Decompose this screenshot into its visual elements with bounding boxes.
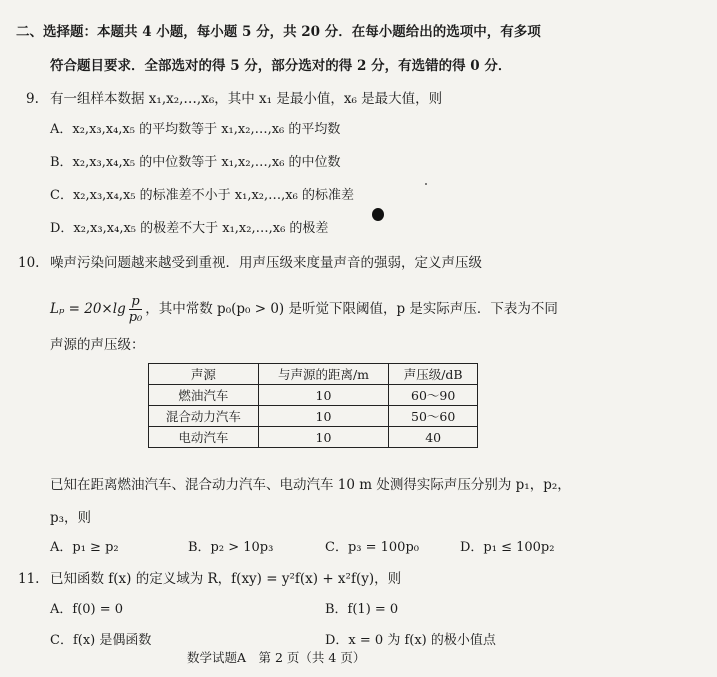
q11-option-c: C．f(x) 是偶函数: [50, 633, 152, 648]
table-cell: 10: [258, 385, 389, 406]
q11-option-d: D．x = 0 为 f(x) 的极小值点: [325, 633, 496, 648]
section-heading-line2: 符合题目要求．全部选对的得 5 分，部分选对的得 2 分，有选错的得 0 分．: [50, 58, 512, 74]
sound-level-table: [148, 363, 478, 448]
q10-formula-fraction: [129, 294, 143, 325]
table-cell: 40: [389, 427, 478, 448]
q10-number: 10.: [18, 255, 40, 271]
q10-stem-line5: p₃，则: [50, 510, 92, 526]
q11-number: 11.: [18, 571, 40, 587]
q10-option-d: D．p₁ ≤ 100p₂: [460, 540, 555, 555]
section-heading-line1: 二、选择题：本题共 4 小题，每小题 5 分，共 20 分．在每小题给出的选项中，有多项: [16, 24, 541, 40]
table-cell: 10: [258, 427, 389, 448]
table-header-source: 声源: [149, 364, 259, 385]
table-cell: 50～60: [389, 406, 478, 427]
q9-option-a: A．x₂,x₃,x₄,x₅ 的平均数等于 x₁,x₂,…,x₆ 的平均数: [50, 122, 341, 137]
table-header-row: [149, 364, 478, 385]
q10-option-b: B．p₂ > 10p₃: [188, 540, 274, 555]
q9-number: 9.: [26, 91, 39, 107]
q10-stem-line3: 声源的声压级：: [50, 337, 145, 353]
q9-stem: 有一组样本数据 x₁,x₂,…,x₆，其中 x₁ 是最小值，x₆ 是最大值，则: [50, 91, 443, 107]
table-row: [149, 427, 478, 448]
q10-formula-numerator: p: [129, 294, 143, 310]
table-header-distance: 与声源的距离/m: [258, 364, 389, 385]
page-footer: 数学试题A 第 2 页（共 4 页）: [187, 650, 366, 665]
ink-speck: [425, 183, 427, 185]
q11-stem: 已知函数 f(x) 的定义域为 R，f(xy) = y²f(x) + x²f(y)，则: [50, 571, 402, 587]
q10-formula-denominator: p₀: [128, 310, 143, 325]
q10-option-a: A．p₁ ≥ p₂: [50, 540, 119, 555]
q10-formula-lhs: Lₚ = 20×lg: [50, 301, 126, 317]
q9-option-b: B．x₂,x₃,x₄,x₅ 的中位数等于 x₁,x₂,…,x₆ 的中位数: [50, 155, 341, 170]
table-cell: 10: [258, 406, 389, 427]
q10-formula-line: [50, 292, 558, 326]
q10-stem-line4: 已知在距离燃油汽车、混合动力汽车、电动汽车 10 m 处测得实际声压分别为 p₁，p₂，: [50, 477, 571, 493]
q9-option-c: C．x₂,x₃,x₄,x₅ 的标准差不小于 x₁,x₂,…,x₆ 的标准差: [50, 188, 354, 203]
q10-stem-line2-rest: ，其中常数 p₀(p₀ > 0) 是听觉下限阈值，p 是实际声压．下表为不同: [145, 301, 558, 317]
table-header-level: 声压级/dB: [389, 364, 478, 385]
ink-blot: [372, 208, 384, 221]
table-row: [149, 406, 478, 427]
q10-stem-line1: 噪声污染问题越来越受到重视．用声压级来度量声音的强弱，定义声压级: [50, 255, 482, 271]
q10-option-c: C．p₃ = 100p₀: [325, 540, 419, 555]
q11-option-a: A．f(0) = 0: [50, 602, 124, 617]
q9-option-d: D．x₂,x₃,x₄,x₅ 的极差不大于 x₁,x₂,…,x₆ 的极差: [50, 221, 329, 236]
table-row: [149, 385, 478, 406]
table-cell: 混合动力汽车: [149, 406, 259, 427]
q11-option-b: B．f(1) = 0: [325, 602, 399, 617]
table-cell: 电动汽车: [149, 427, 259, 448]
table-cell: 燃油汽车: [149, 385, 259, 406]
table-cell: 60～90: [389, 385, 478, 406]
